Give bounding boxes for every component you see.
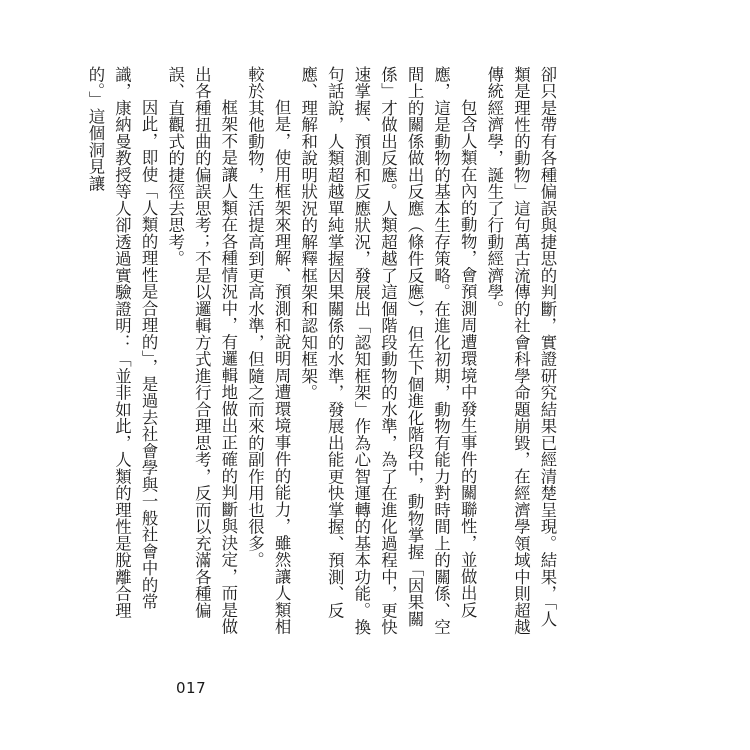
vertical-text-body: [85, 66, 560, 636]
paragraph-5: 因此，即使「人類的理性是合理的」，是過去社會學與一般社會中的常識，康納曼教授等人卻透過實驗證明：「並非如此，人類的理性是脫離合理的。」這個洞見讓: [85, 66, 159, 619]
paragraph-1: 卻只是帶有各種偏誤與捷思的判斷，實證研究結果已經清楚呈現。結果，「人類是理性的動物」這句萬古流傳的社會科學命題崩毀，在經濟學領域中則超越傳統經濟學，誕生了行動經濟學。: [484, 66, 557, 636]
page-number: 017: [176, 679, 207, 697]
paragraph-2: 包含人類在內的動物，會預測周遭環境中發生事件的關聯性，並做出反應，這是動物的基本生存策略。在進化初期，動物有能力對時間上的關係、空間上的關係做出反應（條件反應），但在下個進化階段中，動物掌握「因果關係」才做出反應。人類超越了這個階段動物的水準，為了在進化過程中，更快速掌握、預測和反應狀況，發展出「認知框架」作為心智運轉的基本功能。換句話說，人類超越單純掌握因果關係的水準，發展出能更快掌握、預測、反應、理解和說明狀況的解釋框架和認知框架。: [298, 66, 478, 636]
paragraph-3: 但是，使用框架來理解、預測和說明周遭環境事件的能力，雖然讓人類相較於其他動物，生活提高到更高水準，但隨之而來的副作用也很多。: [245, 66, 292, 635]
paragraph-4: 框架不是讓人類在各種情況中，有邏輯地做出正確的判斷與決定，而是做出各種扭曲的偏誤思考；不是以邏輯方式進行合理思考，反而以充滿各種偏誤、直觀式的捷徑去思考。: [165, 66, 238, 635]
